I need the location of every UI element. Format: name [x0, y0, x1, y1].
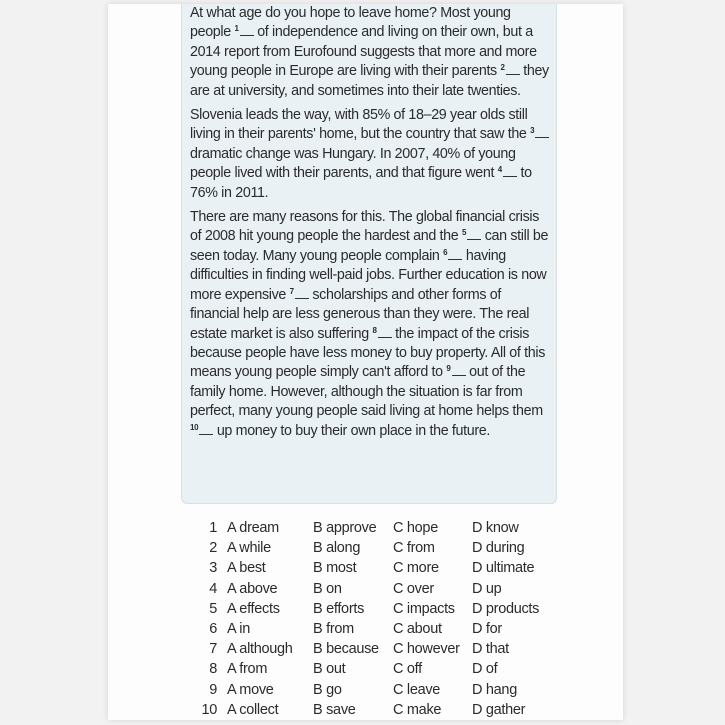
gap-number: 9 — [446, 364, 451, 374]
gap-number: 10 — [190, 422, 199, 432]
text-segment: to 76% in 2011. — [190, 165, 532, 201]
gap-number: 6 — [443, 247, 448, 257]
text-segment: There are many reasons for this. The global financial crisis of 2008 hit young people the hardest and the — [190, 209, 540, 245]
option-row — [196, 579, 562, 599]
option-d: D up — [472, 580, 502, 597]
option-row — [196, 619, 562, 639]
option-b: B efforts — [313, 600, 365, 617]
option-b: B out — [313, 661, 346, 678]
answer-options-list — [196, 518, 562, 720]
text-segment: dramatic change was Hungary. In 2007, 40% of young people lived with their parents, and that figure went — [190, 145, 516, 182]
option-number: 6 — [209, 620, 217, 637]
textbook-page — [108, 4, 623, 720]
option-a: A move — [227, 681, 274, 698]
option-row — [196, 700, 562, 720]
option-a: A from — [227, 661, 268, 678]
option-number: 8 — [209, 661, 217, 678]
gap-number: 7 — [289, 286, 294, 296]
option-b: B save — [313, 701, 356, 718]
answer-gap — [295, 287, 309, 299]
option-a: A while — [227, 540, 271, 557]
option-b: B go — [313, 681, 342, 698]
text-segment: of independence and living on their own, but a 2014 report from Eurofound suggests that more and more young people in Europe are living with their parents — [190, 24, 537, 80]
gap-number: 1 — [234, 24, 239, 34]
option-row — [196, 680, 562, 700]
option-number: 2 — [209, 540, 217, 557]
text-segment: At what age do you hope to leave home? Most young people — [190, 5, 511, 41]
text-segment: the impact of the crisis because people have less money to buy property. All of this means young people simply can't afford to — [190, 325, 545, 381]
option-a: A collect — [227, 701, 279, 718]
option-d: D products — [472, 600, 540, 617]
answer-gap — [199, 423, 213, 435]
text-segment: they are at university, and sometimes into their late twenties. — [190, 63, 549, 99]
option-row — [196, 659, 562, 679]
option-a: A in — [227, 620, 250, 637]
option-row — [196, 518, 562, 538]
option-c: C off — [393, 661, 422, 678]
option-a: A effects — [227, 600, 280, 617]
gap-number: 3 — [530, 126, 535, 136]
text-segment: Slovenia leads the way, with 85% of 18–29 year olds still living in their parents' home, but the country that saw the — [190, 107, 531, 143]
option-b: B on — [313, 580, 342, 597]
option-number: 3 — [209, 560, 217, 577]
option-b: B most — [313, 560, 357, 577]
paragraph-2 — [190, 106, 550, 203]
option-a: A although — [227, 641, 293, 658]
option-c: C from — [393, 540, 435, 557]
answer-gap — [506, 63, 520, 75]
option-number: 4 — [209, 580, 217, 597]
answer-gap — [535, 126, 549, 138]
text-segment: up money to buy their own place in the future. — [213, 422, 491, 439]
text-segment: having difficulties in finding well-paid jobs. Further education is now more expensive — [190, 247, 547, 303]
option-row — [196, 538, 562, 558]
paragraph-3 — [190, 208, 550, 441]
gap-number: 2 — [500, 63, 505, 73]
option-row — [196, 558, 562, 578]
option-number: 9 — [209, 681, 217, 698]
option-d: D hang — [472, 681, 517, 698]
text-segment: out of the family home. However, although the situation is far from perfect, many young people said living at home helps them — [190, 364, 543, 420]
option-d: D that — [472, 641, 509, 658]
option-row — [196, 599, 562, 619]
option-a: A above — [227, 580, 278, 597]
option-number: 5 — [209, 600, 217, 617]
option-d: D of — [472, 661, 498, 678]
answer-gap — [448, 248, 462, 260]
option-d: D during — [472, 540, 525, 557]
paragraph-1 — [190, 4, 550, 101]
option-c: C make — [393, 701, 442, 718]
option-b: B because — [313, 641, 379, 658]
option-b: B approve — [313, 520, 377, 536]
option-c: C however — [393, 641, 460, 658]
option-number: 10 — [201, 701, 217, 718]
option-c: C leave — [393, 681, 441, 698]
answer-gap — [467, 228, 481, 240]
option-b: B from — [313, 620, 354, 637]
answer-gap — [503, 165, 517, 177]
option-d: D gather — [472, 701, 526, 718]
option-a: A best — [227, 560, 266, 577]
option-a: A dream — [227, 520, 279, 536]
option-c: C more — [393, 560, 439, 577]
option-d: D know — [472, 520, 519, 536]
option-d: D for — [472, 620, 502, 637]
text-segment: scholarships and other forms of financial help are less generous than they were. The real estate market is also suffering — [190, 286, 530, 342]
gap-number: 4 — [497, 165, 502, 175]
answer-gap — [452, 364, 466, 376]
text-segment: can still be seen today. Many young people complain — [190, 228, 549, 264]
answer-gap — [240, 24, 254, 36]
option-number: 7 — [209, 641, 217, 658]
option-c: C over — [393, 580, 434, 597]
option-c: C impacts — [393, 600, 455, 617]
reading-text-box — [181, 4, 557, 504]
option-number: 1 — [209, 520, 217, 536]
gap-number: 8 — [372, 325, 377, 335]
option-b: B along — [313, 540, 361, 557]
option-c: C hope — [393, 520, 438, 536]
gap-number: 5 — [462, 228, 467, 238]
answer-gap — [378, 326, 392, 338]
option-c: C about — [393, 620, 442, 637]
option-row — [196, 639, 562, 659]
option-d: D ultimate — [472, 560, 535, 577]
